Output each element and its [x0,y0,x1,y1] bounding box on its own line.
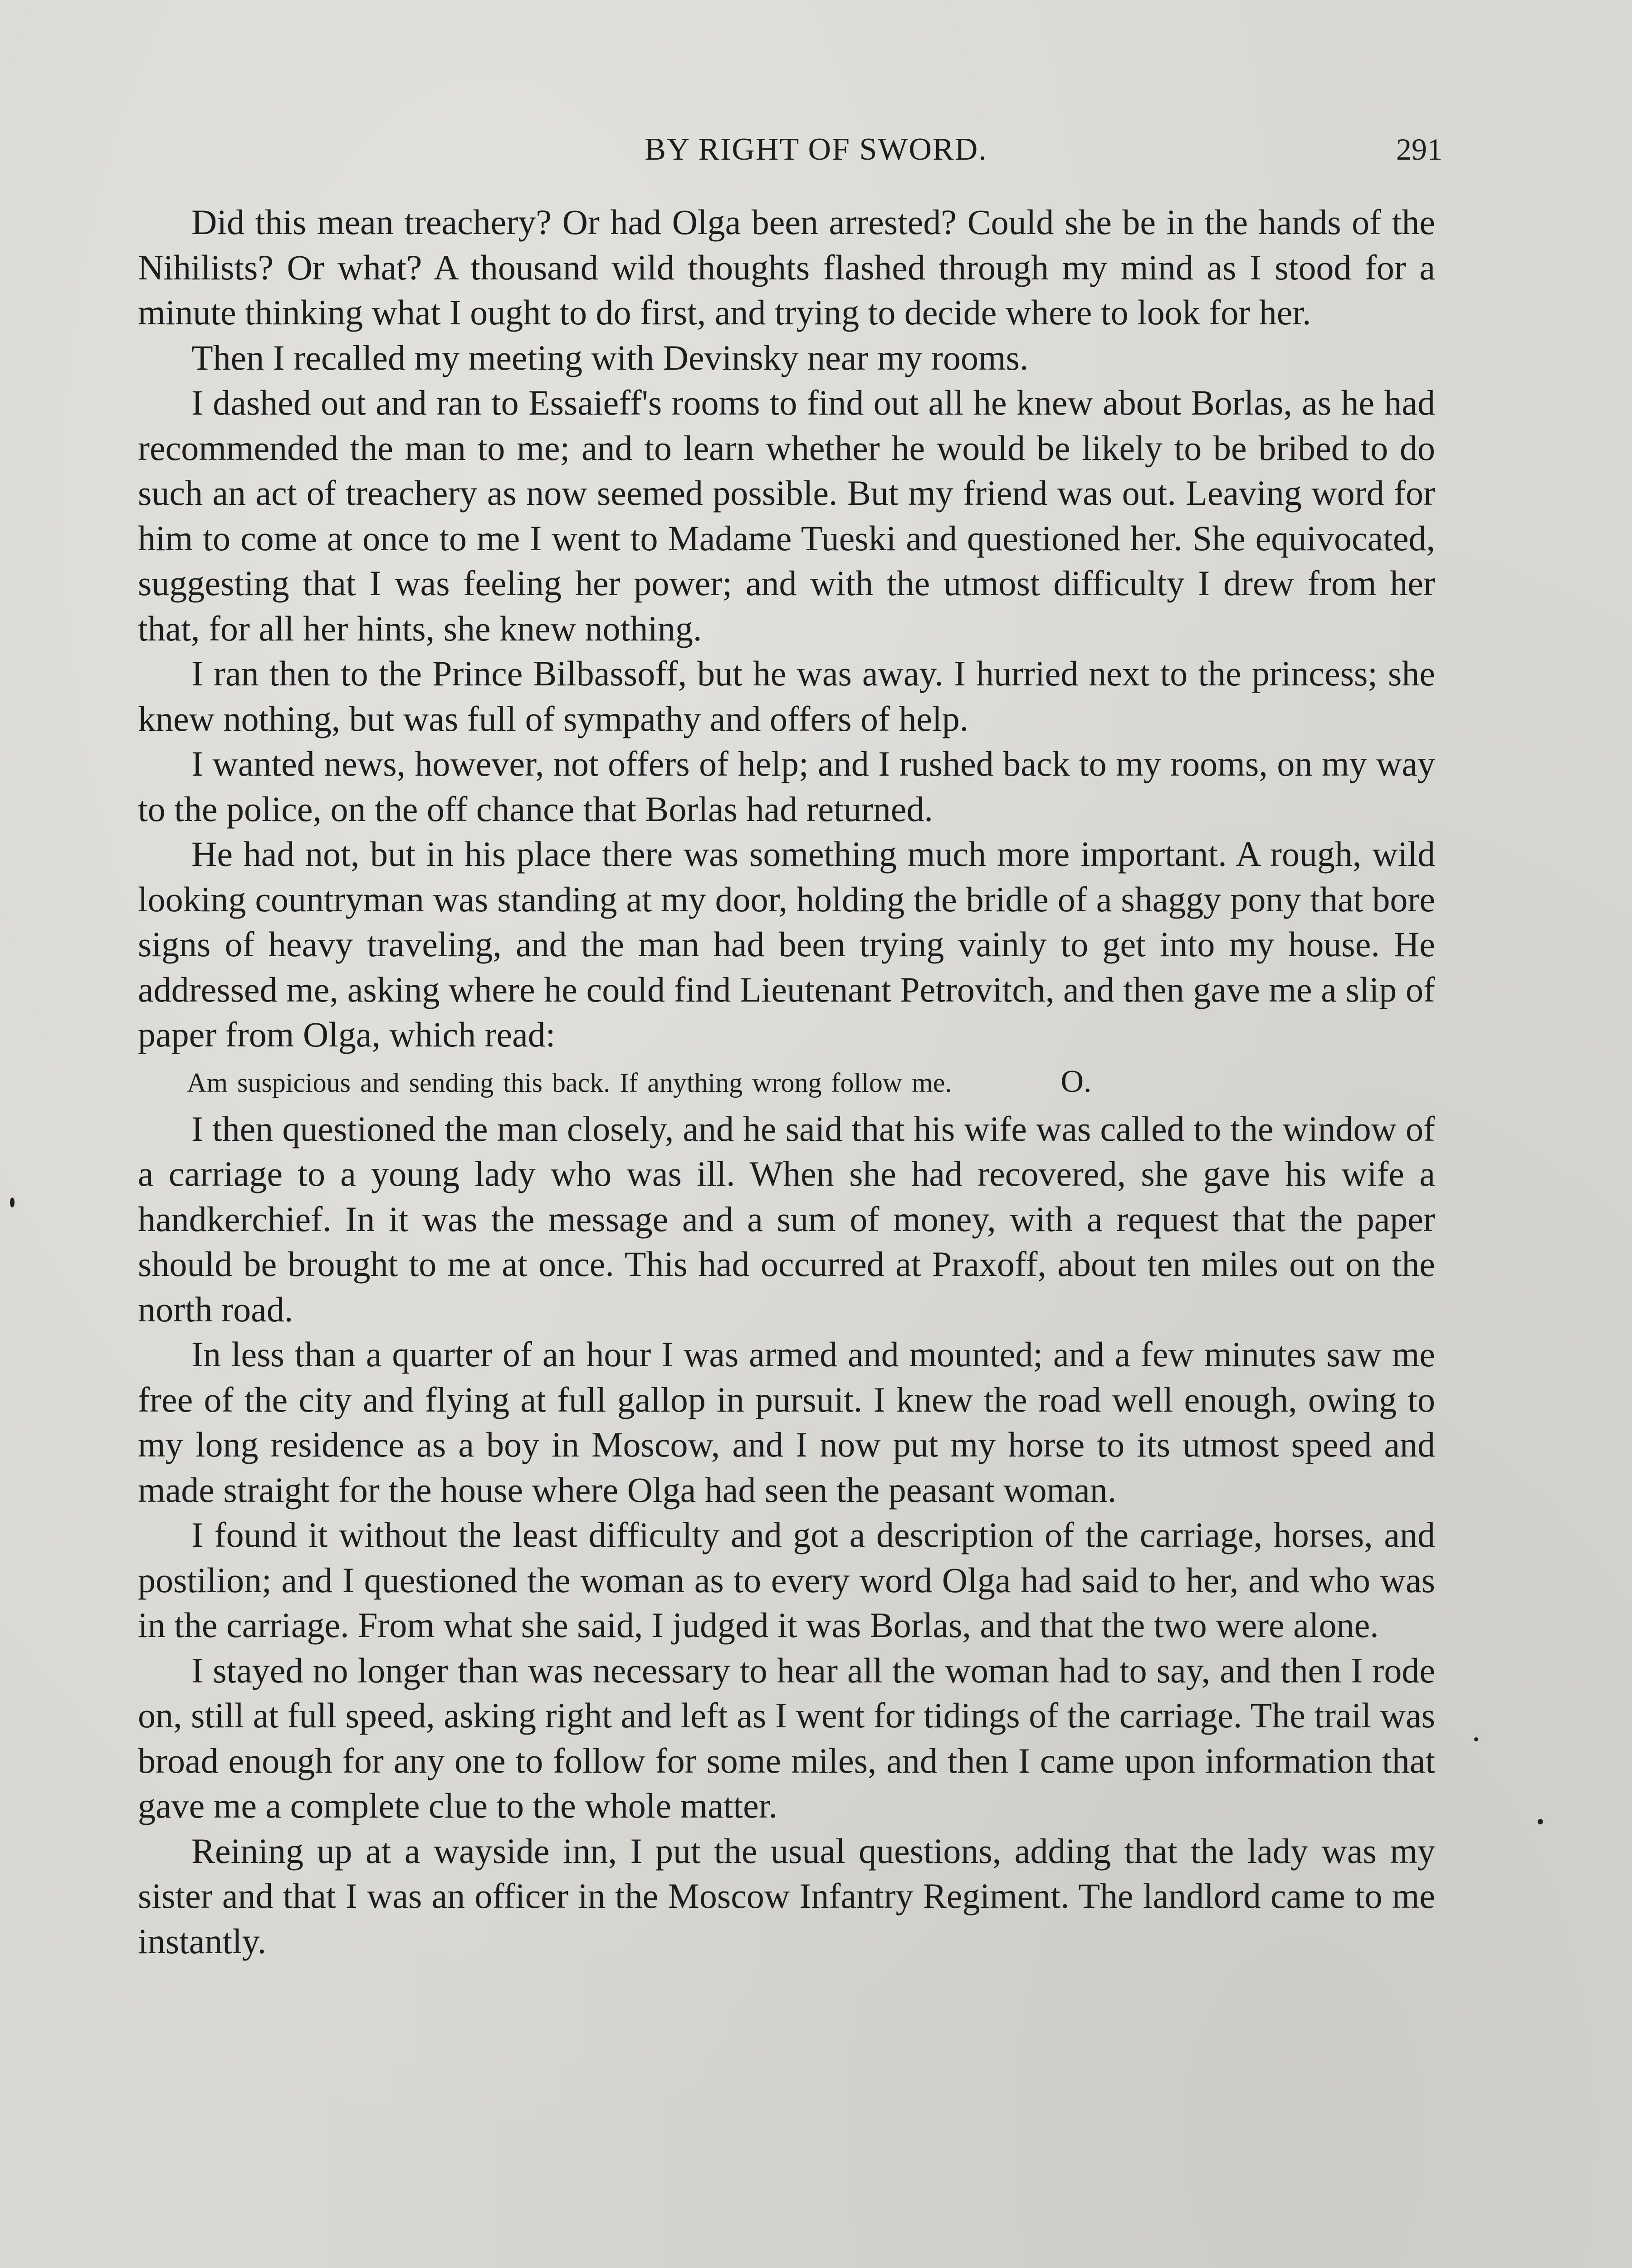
letter-signature: O. [1060,1064,1092,1099]
quoted-letter [138,1058,1435,1106]
body-text [138,200,1435,1964]
paragraph: He had not, but in his place there was something much more important. A rough, wild looking countryman was standing at my door, holding the bridle of a shaggy pony that bore signs of heavy traveling, and the man had been trying vainly to get into my house. He addressed me, asking where he could find Lieutenant Petrovitch, and then gave me a slip of paper from Olga, which read: [138,834,1435,1054]
ink-speck [10,1198,15,1207]
paragraph: Reining up at a wayside inn, I put the usual questions, adding that the lady was my sister and that I was an officer in the Moscow Infantry Regiment. The landlord came to me instantly. [138,1831,1435,1961]
paragraph: I wanted news, however, not offers of help; and I rushed back to my rooms, on my way to the police, on the off chance that Borlas had returned. [138,744,1435,829]
paragraph: I stayed no longer than was necessary to hear all the woman had to say, and then I rode on, still at full speed, asking right and left as I went for tidings of the carriage. The trail was broad enough for any one to follow for some miles, and then I came upon information that gave me a complete clue to the whole matter. [138,1650,1435,1825]
ink-speck [1474,1737,1478,1741]
paragraph: I found it without the least difficulty and got a description of the carriage, horses, and postilion; and I questioned the woman as to every word Olga had said to her, and who was in the carriage. From what she said, I judged it was Borlas, and that the two were alone. [138,1515,1435,1645]
ink-speck [1538,1819,1543,1824]
paragraph: Then I recalled my meeting with Devinsky near my rooms. [191,337,1029,377]
paragraph: Did this mean treachery? Or had Olga been arrested? Could she be in the hands of the Nihilists? Or what? A thousand wild thoughts flashed through my mind as I stood for a minute thinking what I ought to do first, and trying to decide where to look for her. [138,202,1435,332]
paragraph: In less than a quarter of an hour I was armed and mounted; and a few minutes saw me free of the city and flying at full gallop in pursuit. I knew the road well enough, owing to my long residence as a boy in Moscow, and I now put my horse to its utmost speed and made straight for the house where Olga had seen the peasant woman. [138,1334,1435,1510]
page-header [0,132,1632,181]
paragraph: I then questioned the man closely, and he said that his wife was called to the window of a carriage to a young lady who was ill. When she had recovered, she gave his wife a handkerchief. In it was the message and a sum of money, with a request that the paper should be brought to me at once. This had occurred at Praxoff, about ten miles out on the north road. [138,1109,1435,1329]
letter-text: Am suspicious and sending this back. If anything wrong follow me. [187,1067,952,1098]
page-number: 291 [1396,132,1442,166]
running-head: BY RIGHT OF SWORD. [645,132,987,167]
paragraph: I dashed out and ran to Essaieff's rooms to find out all he knew about Borlas, as he had recommended the man to me; and to learn whether he would be likely to be bribed to do such an act of treachery as now seemed possible. But my friend was out. Leaving word for him to come at once to me I went to Madame Tueski and questioned her. She equivocated, suggesting that I was feeling her power; and with the utmost difficulty I drew from her that, for all her hints, she knew nothing. [138,383,1435,648]
paragraph: I ran then to the Prince Bilbassoff, but he was away. I hurried next to the princess; she knew nothing, but was full of sympathy and offers of help. [138,654,1435,738]
